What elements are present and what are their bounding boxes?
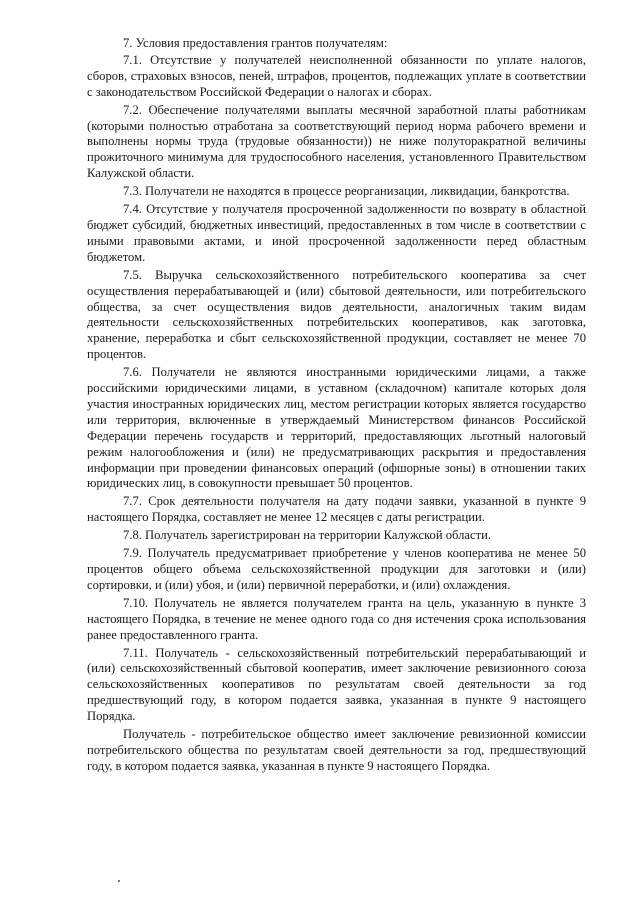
paragraph-7-2: 7.2. Обеспечение получателями выплаты месячной заработной платы работникам (которыми полностью отработана за соответствующий период норма рабочего времени и выполнены нормы труда (трудовые обязанности)) не ниже полуторакратной величины прожиточного минимума для трудоспособного населения, установленного Правительством Калужской области.: [87, 102, 586, 181]
document-page: [87, 36, 586, 777]
paragraph-7-6: 7.6. Получатели не являются иностранными юридическими лицами, а также российскими юридическими лицами, в уставном (складочном) капитале которых доля участия иностранных юридических лиц, местом регистрации которых является государство или территория, включенные в утверждаемый Министерством финансов Российской Федерации перечень государств и территорий, предоставляющих льготный налоговый режим налогообложения и (или) не предусматривающих раскрытия и предоставления информации при проведении финансовых операций (офшорные зоны) в отношении таких юридических лиц, в совокупности превышает 50 процентов.: [87, 365, 586, 491]
paragraph-7-5: 7.5. Выручка сельскохозяйственного потребительского кооператива за счет осуществления перерабатывающей и (или) сбытовой деятельности, или потребительского общества, за счет осуществления видов деятельности, аналогичных таким видам деятельности сельскохозяйственных потребительских кооперативов, как заготовка, хранение, переработка и сбыт сельскохозяйственной продукции, составляет не менее 70 процентов.: [87, 267, 586, 362]
paragraph-7-8: 7.8. Получатель зарегистрирован на территории Калужской области.: [123, 528, 491, 543]
paragraph-7-7: 7.7. Срок деятельности получателя на дату подачи заявки, указанной в пункте 9 настоящего Порядка, составляет не менее 12 месяцев с даты регистрации.: [87, 494, 586, 525]
paragraph-7-3: 7.3. Получатели не находятся в процессе реорганизации, ликвидации, банкротства.: [123, 184, 570, 199]
paragraph-7-11: 7.11. Получатель - сельскохозяйственный потребительский перерабатывающий и (или) сельскохозяйственный сбытовой кооператив, имеет заключение ревизионного союза сельскохозяйственных кооперативов по результатам своей деятельности за год предшествующий году, в котором подается заявка, указанная в пункте 9 настоящего Порядка.: [87, 645, 586, 724]
paragraph-consumer-society: Получатель - потребительское общество имеет заключение ревизионной комиссии потребительского общества по результатам своей деятельности за год, предшествующий году, в котором подается заявка, указанная в пункте 9 настоящего Порядка.: [87, 727, 586, 773]
scan-speck: [118, 880, 120, 882]
section-heading: 7. Условия предоставления грантов получателям:: [123, 36, 388, 50]
paragraph-7-10: 7.10. Получатель не является получателем гранта на цель, указанную в пункте 3 настоящего Порядка, в течение не менее одного года со дня истечения срока использования ранее предоставленного гранта.: [87, 595, 586, 642]
paragraph-7-4: 7.4. Отсутствие у получателя просроченной задолженности по возврату в областной бюджет субсидий, бюджетных инвестиций, предоставленных в том числе в соответствии с иными правовыми актами, и иной просроченной задолженности перед областным бюджетом.: [87, 202, 586, 264]
paragraph-7-9: 7.9. Получатель предусматривает приобретение у членов кооператива не менее 50 процентов общего объема сельскохозяйственной продукции для заготовки и (или) сортировки, и (или) убоя, и (или) первичной переработки, и (или) охлаждения.: [87, 546, 586, 592]
paragraph-7-1: 7.1. Отсутствие у получателей неисполненной обязанности по уплате налогов, сборов, страховых взносов, пеней, штрафов, процентов, подлежащих уплате в соответствии с законодательством Российской Федерации о налогах и сборах.: [87, 52, 586, 99]
